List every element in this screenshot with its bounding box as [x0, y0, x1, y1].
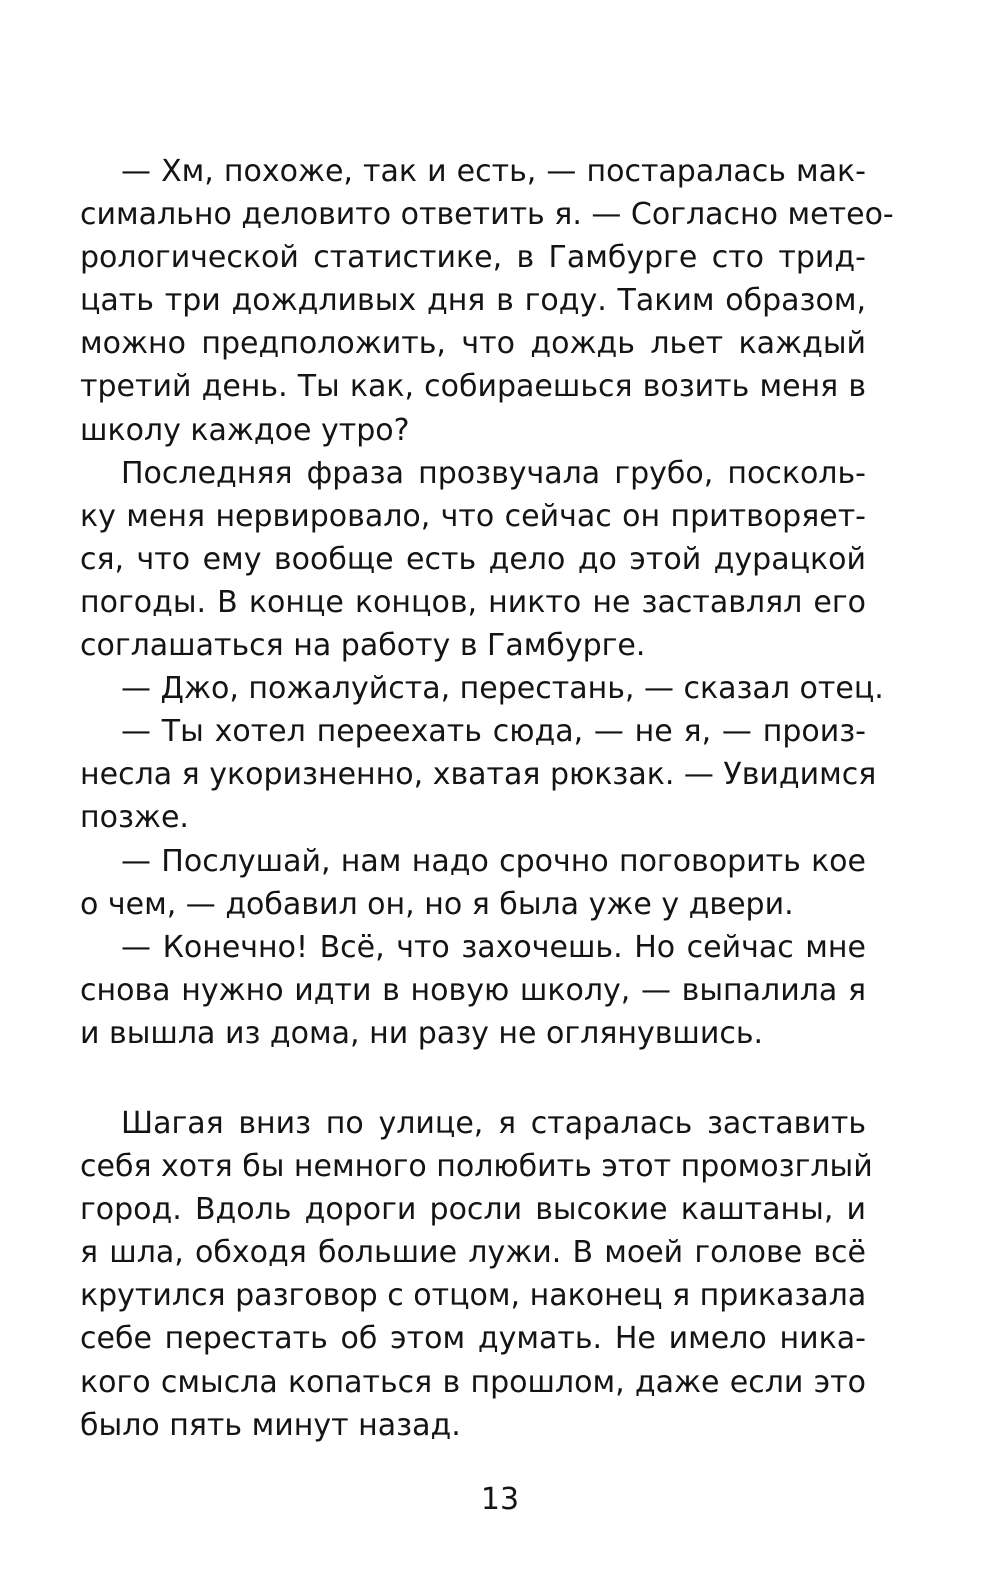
text-line: о чем, — добавил он, но я была уже у двери.: [80, 886, 794, 922]
text-line: школу каждое утро?: [80, 412, 410, 448]
text-line: город. Вдоль дороги росли высокие каштаны, и: [80, 1192, 866, 1228]
text-line: — Конечно! Всё, что захочешь. Но сейчас мне: [121, 929, 866, 965]
text-line: можно предположить, что дождь льет каждый: [80, 326, 866, 362]
text-line: соглашаться на работу в Гамбурге.: [80, 628, 646, 664]
text-line: — Джо, пожалуйста, перестань, — сказал отец.: [121, 671, 884, 707]
text-line: кого смысла копаться в прошлом, даже если это: [80, 1364, 866, 1400]
text-line: позже.: [80, 800, 189, 836]
text-line: себе перестать об этом думать. Не имело ника-: [80, 1321, 866, 1357]
text-line: ся, что ему вообще есть дело до этой дурацкой: [80, 541, 866, 577]
text-line: — Послушай, нам надо срочно поговорить кое: [121, 843, 866, 879]
text-line: крутился разговор с отцом, наконец я приказала: [80, 1278, 867, 1314]
text-line: симально деловито ответить я. — Согласно метео-: [80, 197, 894, 233]
text-line: — Хм, похоже, так и есть, — постаралась мак-: [121, 154, 866, 189]
text-line: погоды. В конце концов, никто не заставлял его: [80, 584, 866, 620]
text-line: несла я укоризненно, хватая рюкзак. — Увидимся: [80, 757, 877, 793]
text-line: себя хотя бы немного полюбить этот промозглый: [80, 1149, 873, 1185]
text-line: снова нужно идти в новую школу, — выпалила я: [80, 972, 866, 1008]
text-line: — Ты хотел переехать сюда, — не я, — произ-: [121, 714, 866, 750]
text-line: Шагая вниз по улице, я старалась заставить: [121, 1106, 866, 1141]
dialogue-section: [80, 150, 894, 1055]
text-line: Последняя фраза прозвучала грубо, посколь-: [121, 455, 866, 491]
page-number: 13: [480, 1482, 520, 1517]
narrative-section: [80, 1102, 873, 1447]
text-line: было пять минут назад.: [80, 1407, 461, 1443]
text-line: я шла, обходя большие лужи. В моей голове всё: [80, 1235, 866, 1271]
text-line: рологической статистике, в Гамбурге сто трид-: [80, 240, 866, 276]
text-line: третий день. Ты как, собираешься возить меня в: [80, 369, 866, 405]
text-line: ку меня нервировало, что сейчас он притворяет-: [80, 498, 866, 534]
text-line: и вышла из дома, ни разу не оглянувшись.: [80, 1015, 764, 1051]
text-line: цать три дождливых дня в году. Таким образом,: [80, 283, 866, 319]
